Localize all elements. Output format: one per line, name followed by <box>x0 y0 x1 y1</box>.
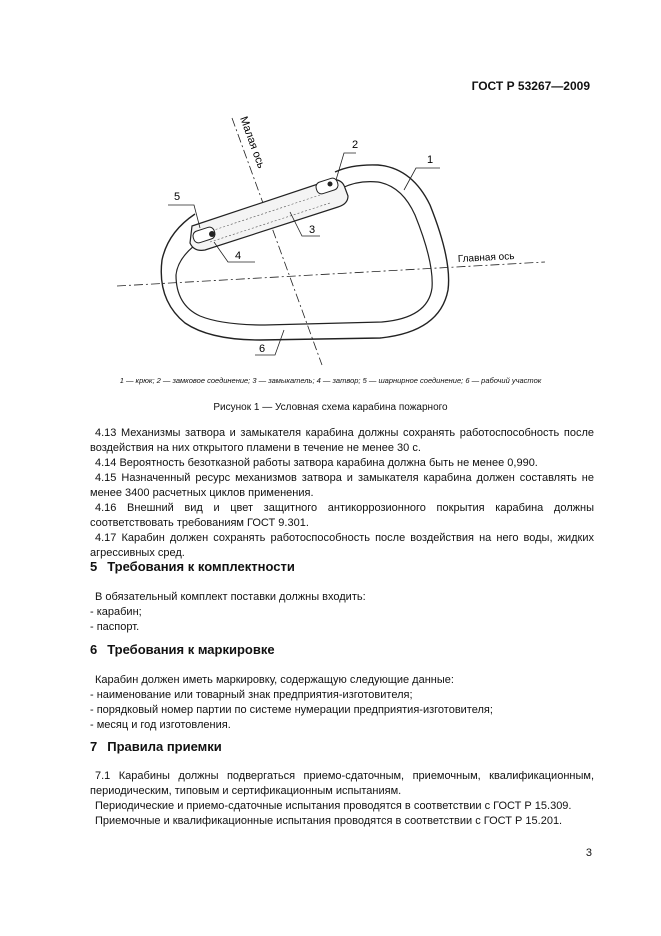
figure-legend <box>60 376 601 385</box>
section-6-intro: Карабин должен иметь маркировку, содержащую следующие данные: <box>95 674 454 686</box>
paragraph-periodic-tests: Периодические и приемо-сдаточные испытания проводятся в соответствии с ГОСТ Р 15.309. <box>95 800 572 812</box>
section-6-content <box>90 673 594 733</box>
legend-item: 1 — крюк; <box>119 376 155 385</box>
legend-item: 2 — замковое соединение; <box>156 376 251 385</box>
lock-pin <box>328 182 333 187</box>
list-item: - порядковый номер партии по системе нумерации предприятия-изготовителя; <box>90 704 493 716</box>
minor-axis-line <box>232 118 322 365</box>
section-5-intro: В обязательный комплект поставки должны входить: <box>95 591 366 603</box>
section-5-content <box>90 590 594 635</box>
legend-item: 4 — затвор; <box>316 376 361 385</box>
section-6-heading: 6 Требования к маркировке <box>90 642 275 657</box>
callout-1: 1 <box>427 154 434 166</box>
callout-5: 5 <box>174 191 181 203</box>
callout-2: 2 <box>352 139 359 151</box>
minor-axis-label: Малая ось <box>237 114 268 171</box>
list-item: - карабин; <box>90 606 142 618</box>
callout-4: 4 <box>235 250 242 262</box>
paragraph-4-13: 4.13 Механизмы затвора и замыкателя карабина должны сохранять работоспособность после воздействия на них открытого пламени в течение не менее 30 с. <box>90 427 594 454</box>
paragraph-4-17: 4.17 Карабин должен сохранять работоспособность после воздействия на него воды, жидких агрессивных сред. <box>90 532 594 559</box>
paragraph-4-16: 4.16 Внешний вид и цвет защитного антикоррозионного покрытия карабина должны соответствовать требованиям ГОСТ 9.301. <box>90 502 594 529</box>
section-4-paragraphs <box>90 426 594 561</box>
callout-6: 6 <box>259 343 266 355</box>
list-item: - паспорт. <box>90 621 140 633</box>
list-item: - месяц и год изготовления. <box>90 719 231 731</box>
page-number: 3 <box>585 847 592 859</box>
list-item: - наименование или товарный знак предприятия-изготовителя; <box>90 689 413 701</box>
legend-item: 5 — шарнирное соединение; <box>362 376 464 385</box>
callout-3: 3 <box>309 224 316 236</box>
major-axis-label: Главная ось <box>457 251 515 265</box>
hinge-pin <box>209 231 215 237</box>
legend-item: 6 — рабочий участок <box>465 376 542 385</box>
section-5-heading: 5 Требования к комплектности <box>90 559 295 574</box>
paragraph-4-14: 4.14 Вероятность безотказной работы затвора карабина должна быть не менее 0,990. <box>95 457 538 469</box>
document-header: ГОСТ Р 53267—2009 <box>471 79 590 93</box>
paragraph-7-1: 7.1 Карабины должны подвергаться приемо-сдаточным, приемочным, квалификационным, периодическим, типовым и сертификационным испытаниям. <box>90 770 594 797</box>
paragraph-acceptance-tests: Приемочные и квалификационные испытания проводятся в соответствии с ГОСТ Р 15.201. <box>95 815 563 827</box>
section-7-heading: 7 Правила приемки <box>90 739 222 754</box>
carabiner-figure <box>88 110 568 370</box>
major-axis-line <box>117 262 545 286</box>
legend-item: 3 — замыкатель; <box>252 376 315 385</box>
section-7-content <box>90 769 594 829</box>
figure-caption: Рисунок 1 — Условная схема карабина пожарного <box>213 402 448 413</box>
leader-1 <box>404 168 440 190</box>
paragraph-4-15: 4.15 Назначенный ресурс механизмов затвора и замыкателя карабина должен составлять не менее 3400 расчетных циклов применения. <box>90 472 594 499</box>
